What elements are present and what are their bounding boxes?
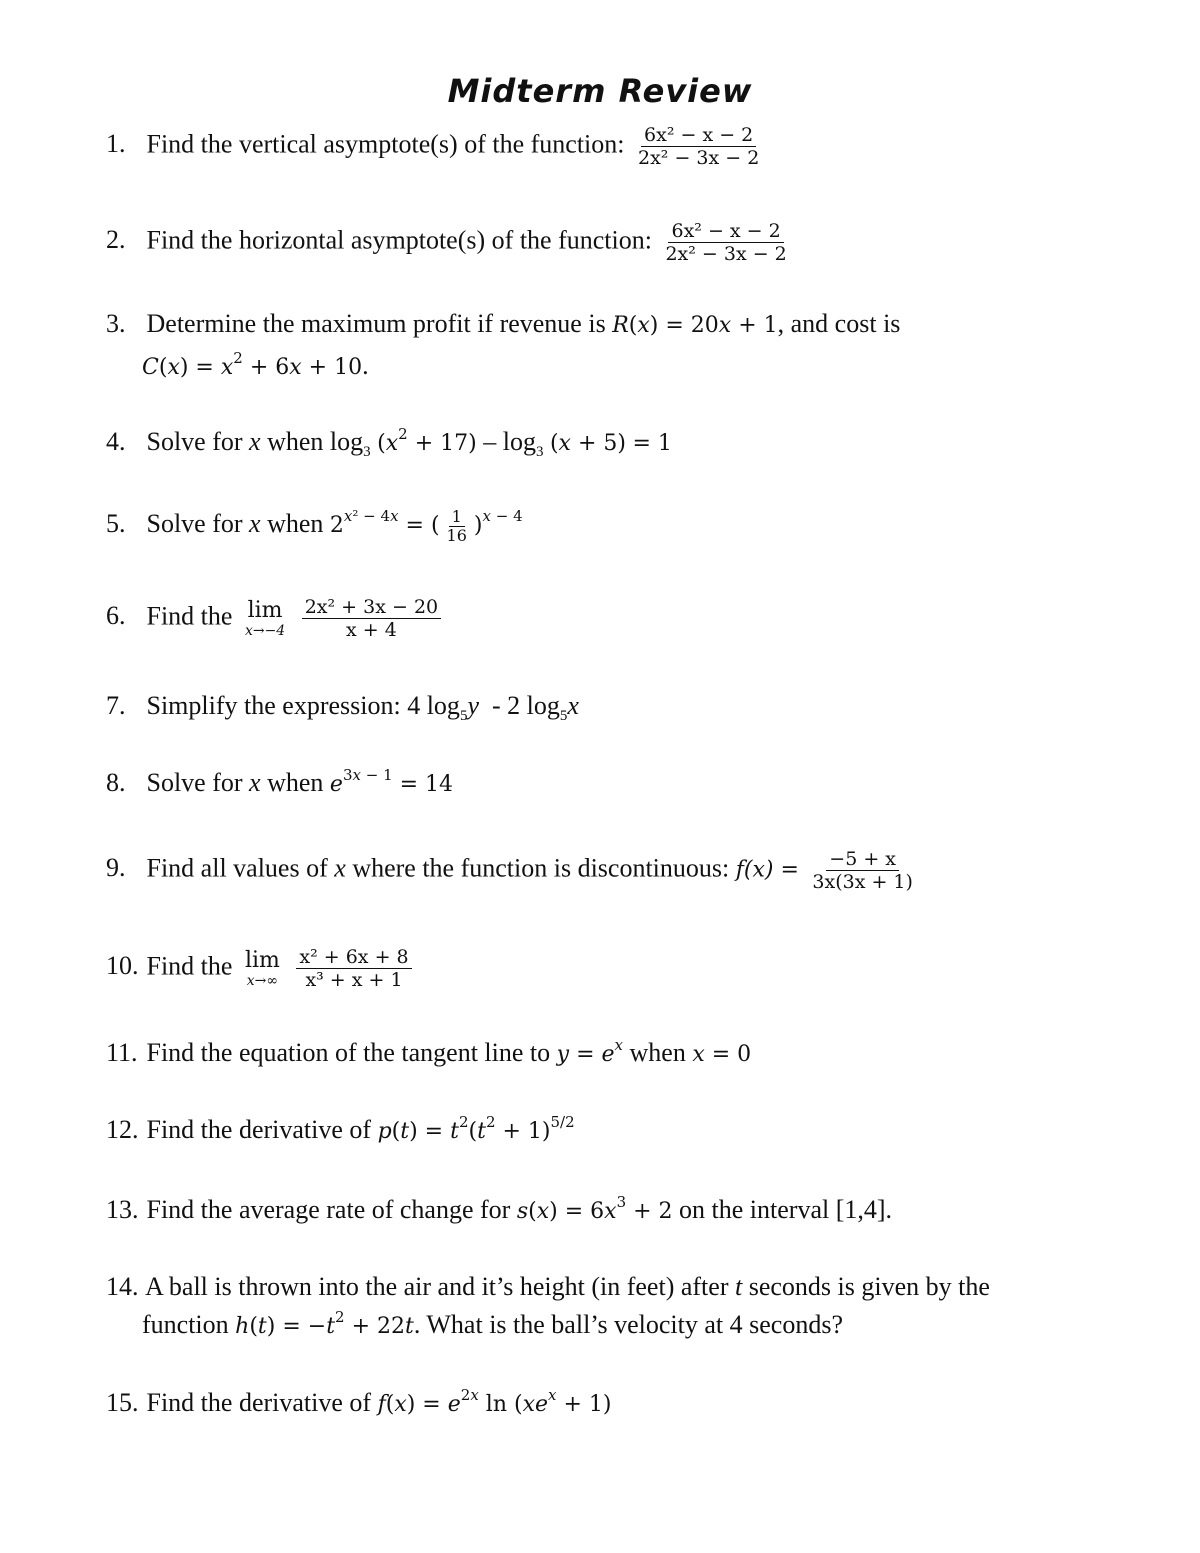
question-11: 11. Find the equation of the tangent line to $y = e^x$ when x = 0 — [106, 1036, 752, 1067]
limit: lim x→−4 — [244, 597, 286, 639]
question-5: 5. Solve for x when $2^{x^2 - 4x}$ = ( $\frac{1}{16}$ )$^{x - 4}$ — [106, 506, 523, 545]
fraction: $\frac{\text{6x² − x − 2}}{\text{2x² − 3x − 2}}$ — [665, 220, 787, 265]
question-12: 12. Find the derivative of $p(t) = t^2(t^2 + 1)^{5/2}$ — [106, 1113, 575, 1144]
question-3-line-2: $C(x) = x^2 + 6x + 10$. — [142, 349, 369, 380]
question-14-line-2: function $h(t) = -t^2 + 22t$. What is the ball’s velocity at 4 seconds? — [142, 1308, 843, 1339]
log-equation: $\log_3 (x^2 + 17) - \log_3 (x + 5) = 1$ — [329, 425, 672, 460]
limit: lim x→∞ — [244, 947, 280, 989]
question-8: 8. Solve for x when $e^{3x - 1} = 14$ — [106, 766, 454, 797]
function-expression: $s(x) = 6x^3 + 2$ — [516, 1193, 673, 1224]
question-13: 13. Find the average rate of change for $s(x) = 6x^3 + 2$ on the interval [1,4]. — [106, 1193, 893, 1224]
question-10: 10. Find the lim x→∞ $\frac{\text{x² + 6x + 8}}{\text{x³ + x + 1}}$ — [106, 946, 416, 991]
page-title: Midterm Review — [447, 72, 753, 110]
question-6: 6. Find the lim x→−4 $\frac{\text{2x² + 3x − 20}}{x + 4}$ — [106, 596, 445, 641]
question-7: 7. Simplify the expression: 4 $\log_5y - 2$ $\log_5x$ — [106, 691, 579, 724]
exponential-equation: $2^{x^2 - 4x}$ = ( $\frac{1}{16}$ )$^{x - 4}$ — [329, 506, 523, 545]
function-expression: $y = e^x$ — [556, 1036, 623, 1067]
question-9: 9. Find all values of x where the function is discontinuous: f(x) = $\frac{-5 + x}{3x(3x + 1)}$ — [106, 848, 920, 893]
point-expression: x = 0 — [692, 1042, 752, 1067]
question-1: 1. Find the vertical asymptote(s) of the function: $\frac{\text{6x² − x − 2}}{\text{2x² − 3x − 2}}$ — [106, 124, 766, 169]
fraction: $\frac{\text{2x² + 3x − 20}}{x + 4}$ — [302, 596, 441, 641]
revenue-expression: R(x) = 20x + 1 — [612, 313, 778, 338]
fraction: $\frac{\text{6x² − x − 2}}{\text{2x² − 3x − 2}}$ — [638, 124, 760, 169]
question-4: 4. Solve for x when $\log_3 (x^2 + 17) - \log_3 (x + 5) = 1$ — [106, 425, 672, 460]
fraction: $\frac{\text{x² + 6x + 8}}{\text{x³ + x + 1}}$ — [296, 946, 411, 991]
question-15: 15. Find the derivative of $f(x) = e^{2x}$ $\ln (xe^x + 1)$ — [106, 1386, 612, 1417]
fraction: $\frac{-5 + x}{3x(3x + 1)}$ — [812, 848, 913, 893]
exponential-equation: $e^{3x - 1} = 14$ — [329, 766, 454, 797]
log-expression: 4 $\log_5y - 2$ $\log_5x$ — [407, 691, 579, 724]
function-expression: $p(t) = t^2(t^2 + 1)^{5/2}$ — [377, 1113, 575, 1144]
function-expression: $f(x) = e^{2x}$ $\ln (xe^x + 1)$ — [377, 1386, 612, 1417]
question-14: 14. A ball is thrown into the air and it’s height (in feet) after t seconds is given by the — [106, 1272, 990, 1301]
question-3: 3. Determine the maximum profit if revenue is R(x) = 20x + 1, and cost is — [106, 309, 901, 338]
cost-expression: $C(x) = x^2 + 6x + 10$ — [142, 349, 363, 380]
question-2: 2. Find the horizontal asymptote(s) of the function: $\frac{\text{6x² − x − 2}}{\text{2x² − 3x − 2}}$ — [106, 220, 794, 265]
function-expression: $h(t) = -t^2 + 22t$ — [235, 1308, 414, 1339]
